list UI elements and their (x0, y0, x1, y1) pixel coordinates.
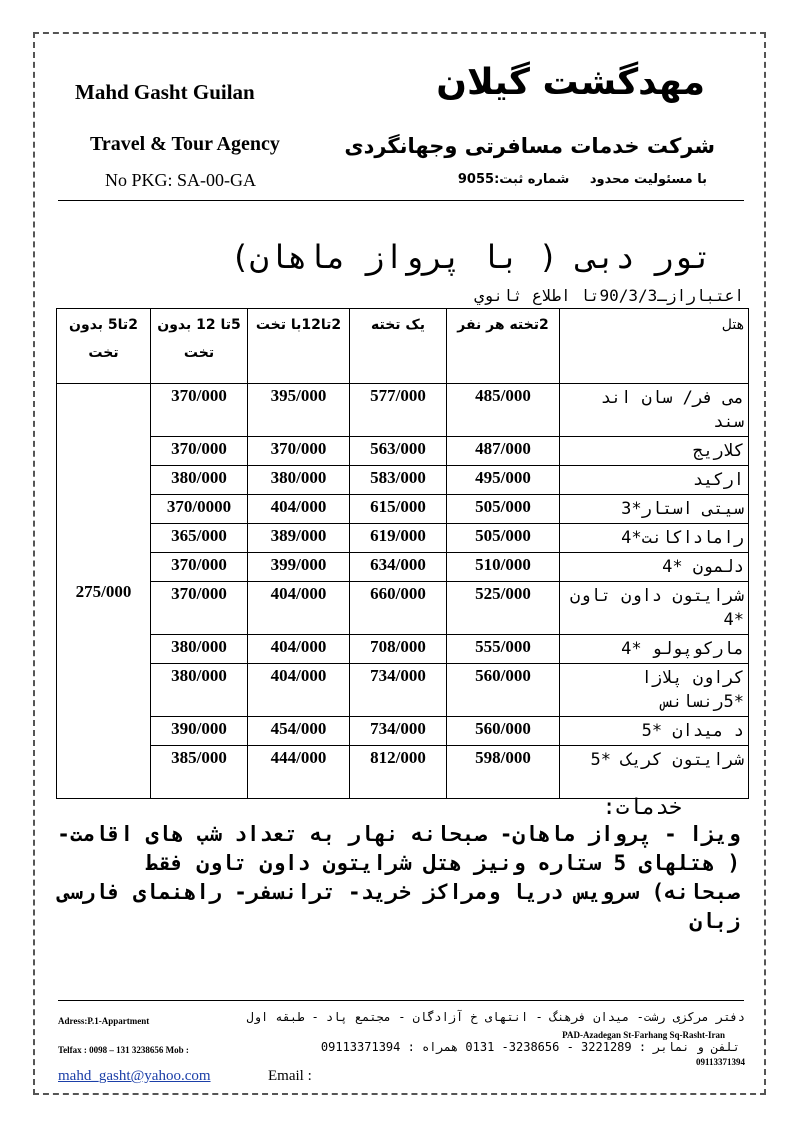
cell-hotel: د میدان *5 (560, 717, 749, 746)
address-label: Adress:P.1-Appartment (58, 1016, 150, 1026)
cell-double: 510/000 (447, 553, 560, 582)
cell-child-nobed: 380/000 (151, 466, 248, 495)
package-number: No PKG: SA-00-GA (105, 170, 257, 190)
email-label: Email : (268, 1068, 312, 1084)
address-en: PAD-Azadegan St-Farhang Sq-Rasht-Iran (562, 1030, 725, 1040)
cell-child-bed: 404/000 (248, 495, 350, 524)
company-name-en: Mahd Gasht Guilan (75, 80, 255, 104)
table-row (57, 717, 749, 746)
header-child-nobed: 5تا 12 بدون تخت (151, 309, 248, 384)
cell-single: 619/000 (350, 524, 447, 553)
registration-number: شماره ثبت:9055 (457, 172, 570, 187)
cell-child-bed: 380/000 (248, 466, 350, 495)
cell-child-nobed: 380/000 (151, 664, 248, 717)
cell-child-nobed: 380/000 (151, 635, 248, 664)
cell-child-bed: 389/000 (248, 524, 350, 553)
cell-hotel: سیتی استار*3 (560, 495, 749, 524)
cell-hotel: ارکید (560, 466, 749, 495)
cell-double: 555/000 (447, 635, 560, 664)
phone-fa: تلفن و نمابر : 3221289 - 3238656- 0131 همراه : 09113371394 (320, 1040, 740, 1054)
cell-double: 560/000 (447, 664, 560, 717)
header-hotel: هتل (560, 309, 749, 384)
price-table (56, 308, 749, 799)
cell-single: 615/000 (350, 495, 447, 524)
cell-double: 525/000 (447, 582, 560, 635)
validity-note: اعتبارازـ90/3/3تا اطلاع ثانوي (474, 286, 744, 305)
cell-child-nobed: 370/000 (151, 384, 248, 437)
cell-child-nobed: 390/000 (151, 717, 248, 746)
cell-single: 708/000 (350, 635, 447, 664)
limited-liability: با مسئولیت محدود (589, 172, 707, 187)
cell-single: 577/000 (350, 384, 447, 437)
cell-double: 505/000 (447, 495, 560, 524)
cell-single: 660/000 (350, 582, 447, 635)
header-single: يک تخته (350, 309, 447, 384)
cell-double: 487/000 (447, 437, 560, 466)
cell-child-nobed: 370/0000 (151, 495, 248, 524)
cell-child-nobed: 385/000 (151, 746, 248, 799)
services-text: ویزا - پرواز ماهان- صبحانه نهار به تعداد شب های اقامت-( هتلهای 5 ستاره ونیز هتل شرایتون داون تاون فقط صبحانه) سرویس دریا ومراکز خرید- ترانسفر- راهنمای فارسی زبان (57, 822, 740, 933)
table-row (57, 582, 749, 635)
table-row (57, 495, 749, 524)
table-row (57, 553, 749, 582)
cell-child-nobed: 370/000 (151, 582, 248, 635)
cell-child-bed: 399/000 (248, 553, 350, 582)
cell-double: 505/000 (447, 524, 560, 553)
cell-child-bed: 444/000 (248, 746, 350, 799)
cell-child-bed: 404/000 (248, 635, 350, 664)
cell-hotel: شرایتون داون تاون *4 (560, 582, 749, 635)
cell-hotel: می فر/ سان اند سند (560, 384, 749, 437)
cell-single: 634/000 (350, 553, 447, 582)
table-row (57, 437, 749, 466)
cell-hotel: شرایتون کریک *5 (560, 746, 749, 799)
cell-child-nobed: 365/000 (151, 524, 248, 553)
cell-single: 583/000 (350, 466, 447, 495)
header-child-bed: 2تا12با تخت (248, 309, 350, 384)
cell-single: 734/000 (350, 717, 447, 746)
cell-single: 734/000 (350, 664, 447, 717)
table-row (57, 664, 749, 717)
table-row (57, 635, 749, 664)
cell-hotel: مارکوپولو *4 (560, 635, 749, 664)
cell-child-bed: 404/000 (248, 664, 350, 717)
registration-info (442, 172, 707, 187)
cell-child-bed: 395/000 (248, 384, 350, 437)
cell-child-bed: 404/000 (248, 582, 350, 635)
tour-title: تور دبی ( با پرواز ماهان) (230, 238, 712, 276)
table-row (57, 384, 749, 437)
email-link[interactable]: mahd_gasht@yahoo.com (58, 1068, 211, 1084)
footer-divider (58, 1000, 744, 1001)
address-fa: دفتر مرکزی رشت- میدان فرهنگ - انتهای خ آزادگان - مجتمع پاد - طبقه اول (246, 1010, 745, 1024)
cell-child-bed: 370/000 (248, 437, 350, 466)
cell-single: 563/000 (350, 437, 447, 466)
services-title: خدمات: (602, 795, 682, 820)
company-name-fa: مهدگشت گيلان (436, 62, 705, 103)
cell-hotel: راماداکانت*4 (560, 524, 749, 553)
cell-single: 812/000 (350, 746, 447, 799)
header-double: 2تخته هر نفر (447, 309, 560, 384)
mobile-number: 09113371394 (695, 1057, 745, 1067)
cell-double: 485/000 (447, 384, 560, 437)
table-row (57, 524, 749, 553)
company-subtitle-fa: شرکت خدمات مسافرتی وجهانگردی (344, 134, 715, 158)
cell-hotel: دلمون *4 (560, 553, 749, 582)
infant-price: 275/000 (57, 384, 151, 799)
header-infant: 2تا5 بدون تخت (57, 309, 151, 384)
cell-double: 495/000 (447, 466, 560, 495)
cell-child-nobed: 370/000 (151, 437, 248, 466)
table-header-row (57, 309, 749, 384)
cell-hotel: کلاريج (560, 437, 749, 466)
table-row (57, 746, 749, 799)
cell-double: 560/000 (447, 717, 560, 746)
cell-child-nobed: 370/000 (151, 553, 248, 582)
header-divider (58, 200, 744, 201)
table-row (57, 466, 749, 495)
cell-child-bed: 454/000 (248, 717, 350, 746)
telfax-en: Telfax : 0098 – 131 3238656 Mob : (58, 1045, 189, 1055)
cell-hotel: کراون پلازا *5رنسانس (560, 664, 749, 717)
cell-double: 598/000 (447, 746, 560, 799)
company-subtitle-en: Travel & Tour Agency (90, 133, 280, 155)
